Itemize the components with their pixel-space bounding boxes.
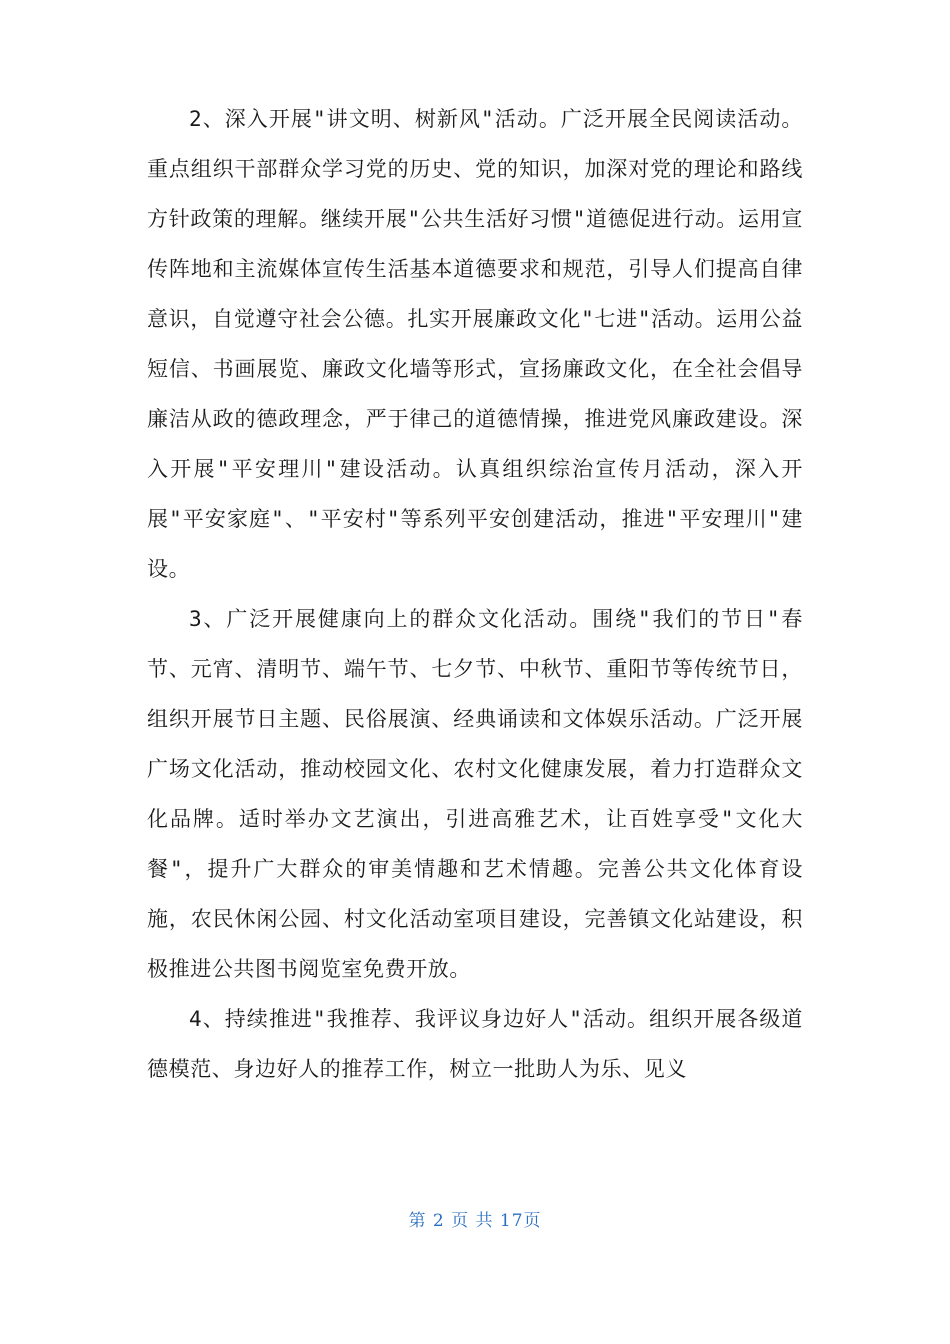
paragraph-3: 3、广泛开展健康向上的群众文化活动。围绕"我们的节日"春节、元宵、清明节、端午节、七夕节、中秋节、重阳节等传统节日，组织开展节日主题、民俗展演、经典诵读和文体娱乐活动。广泛开展广场文化活动，推动校园文化、农村文化健康发展，着力打造群众文化品牌。适时举办文艺演出，引进高雅艺术，让百姓享受"文化大餐"，提升广大群众的审美情趣和艺术情趣。完善公共文化体育设施，农民休闲公园、村文化活动室项目建设，完善镇文化站建设，积极推进公共图书阅览室免费开放。: [147, 607, 803, 981]
page-number-footer: 第 2 页 共 17页: [408, 1211, 542, 1231]
document-body: [147, 94, 803, 1094]
paragraph-2: 2、深入开展"讲文明、树新风"活动。广泛开展全民阅读活动。重点组织干部群众学习党的历史、党的知识，加深对党的理论和路线方针政策的理解。继续开展"公共生活好习惯"道德促进行动。运用宣传阵地和主流媒体宣传生活基本道德要求和规范，引导人们提高自律意识，自觉遵守社会公德。扎实开展廉政文化"七进"活动。运用公益短信、书画展览、廉政文化墙等形式，宣扬廉政文化，在全社会倡导廉洁从政的德政理念，严于律己的道德情操，推进党风廉政建设。深入开展"平安理川"建设活动。认真组织综治宣传月活动，深入开展"平安家庭"、"平安村"等系列平安创建活动，推进"平安理川"建设。: [147, 107, 803, 581]
paragraph-4: 4、持续推进"我推荐、我评议身边好人"活动。组织开展各级道德模范、身边好人的推荐工作，树立一批助人为乐、见义: [147, 1007, 803, 1081]
